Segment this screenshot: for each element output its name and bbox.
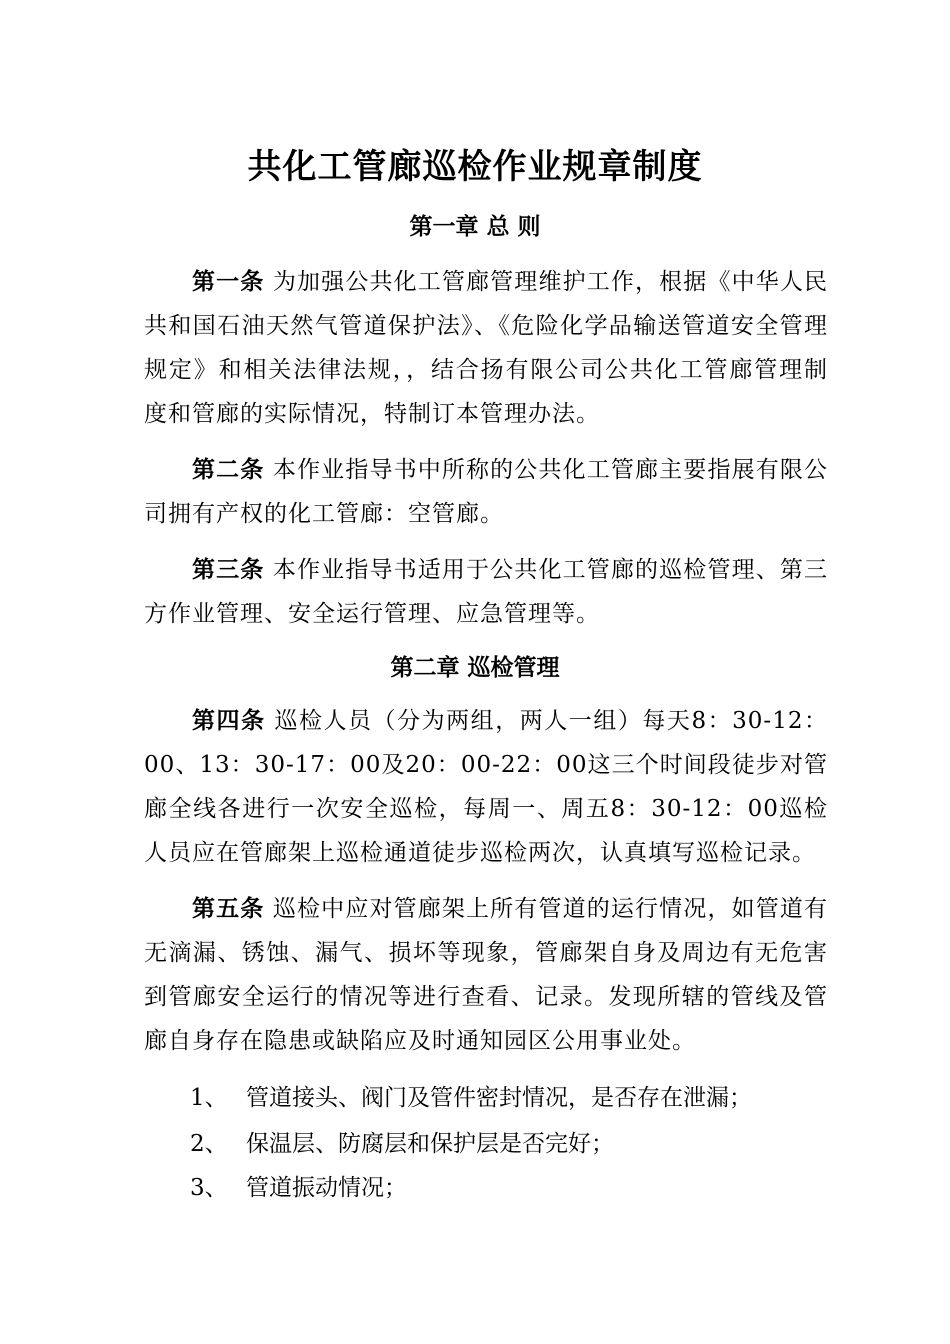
article-1-text: 为加强公共化工管廊管理维护工作，根据《中华人民共和国石油天然气管道保护法》、《危险化学品输送管道安全管理规定》和相关法律法规，，结合扬有限公司公共化工管廊管理制度和管廊的实际情况，特制订本管理办法。 (144, 269, 829, 427)
article-5-text: 巡检中应对管廊架上所有管道的运行情况，如管道有无滴漏、锈蚀、漏气、损坏等现象，管廊架自身及周边有无危害到管廊安全运行的情况等进行查看、记录。发现所辖的管线及管廊自身存在隐患或缺陷应及时通知园区公用事业处。 (144, 896, 829, 1054)
article-4-label: 第四条 (192, 708, 266, 734)
article-4 (144, 699, 828, 875)
article-3-text: 本作业指导书适用于公共化工管廊的巡检管理、第三方作业管理、安全运行管理、应急管理等。 (144, 557, 829, 627)
article-2 (144, 448, 828, 536)
article-3 (144, 548, 828, 636)
list-item-number: 1、 (190, 1085, 228, 1111)
article-5 (144, 887, 828, 1063)
chapter-2-heading: 第二章 巡检管理 (390, 655, 560, 681)
article-2-label: 第二条 (192, 457, 265, 483)
article-1-label: 第一条 (192, 269, 265, 295)
list-item-text: 管道接头、阀门及管件密封情况，是否存在泄漏； (246, 1085, 752, 1111)
list-item (190, 1078, 752, 1118)
article-2-text: 本作业指导书中所称的公共化工管廊主要指展有限公司拥有产权的化工管廊：空管廊。 (144, 457, 829, 527)
list-item-number: 2、 (190, 1131, 228, 1157)
chapter-1-heading: 第一章 总 则 (409, 214, 541, 240)
article-3-label: 第三条 (192, 557, 265, 583)
list-item (190, 1124, 614, 1164)
list-item (190, 1168, 407, 1208)
article-5-label: 第五条 (192, 896, 265, 922)
list-item-text: 管道振动情况； (246, 1175, 407, 1201)
article-1 (144, 260, 828, 436)
article-4-text: 巡检人员（分为两组，两人一组）每天8：30-12：00、13：30-17：00及20：00-22：00这三个时间段徒步对管廊全线各进行一次安全巡检，每周一、周五8：30-12：00巡检人员应在管廊架上巡检通道徒步巡检两次，认真填写巡检记录。 (144, 708, 828, 866)
list-item-number: 3、 (190, 1175, 228, 1201)
list-item-text: 保温层、防腐层和保护层是否完好； (246, 1131, 614, 1157)
document-title: 共化工管廊巡检作业规章制度 (247, 147, 703, 187)
